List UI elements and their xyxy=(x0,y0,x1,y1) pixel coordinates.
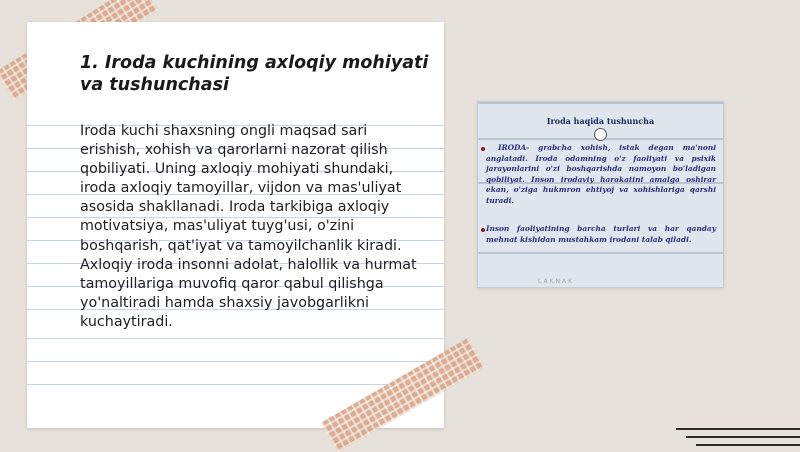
section-heading: 1. Iroda kuchining axloqiy mohiyati va tushunchasi xyxy=(80,53,429,95)
bullet-icon xyxy=(481,147,485,151)
decorative-line xyxy=(696,444,800,446)
bullet-icon xyxy=(481,228,485,232)
notebook-paper xyxy=(27,22,444,428)
decorative-line xyxy=(676,428,800,430)
ruled-line xyxy=(27,384,444,385)
slide-paragraph-2: Inson faoliyatining barcha turlari va har qanday mehnat kishidan mustahkam irodani talab qiladi. xyxy=(486,224,716,244)
slide-paragraph-1: IRODA- grabcha xohish, istak degan ma'noni anglatadi. Iroda odamning o'z faoliyati va psixik jarayonlarini o'zi boshqarishda namoyon bo'ladigan qobiliyat. Inson irodaviy harakatini amalga oshirar ekan, o'ziga hukmron ehtiyoj va xohishlariga qarshi turadi. xyxy=(486,143,716,205)
slide-stripe xyxy=(478,252,723,254)
ruled-line xyxy=(27,338,444,339)
circle-icon xyxy=(594,128,607,141)
ruled-line xyxy=(27,361,444,362)
slide-footer: LAKNAK xyxy=(538,278,575,285)
body-paragraph: Iroda kuchi shaxsning ongli maqsad sari erishish, xohish va qarorlarni nazorat qilish qobiliyati. Uning axloqiy mohiyati shundaki, iroda axloqiy tamoyillar, vijdon va mas'uliyat asosida shakllanadi. Iroda tarkibiga axloqiy motivatsiya, mas'uliyat tuyg'usi, o'zini boshqarish, qat'iyat va tamoyilchanlik kiradi. Axloqiy iroda insonni adolat, halollik va hurmat tamoyillariga muvofiq qaror qabul qilishga yo'naltiradi hamda shaxsiy javobgarlikni kuchaytiradi. xyxy=(80,123,417,330)
slide-title: Iroda haqida tushuncha xyxy=(546,116,655,126)
slide-stripe xyxy=(478,102,723,104)
decorative-line xyxy=(686,436,800,438)
slide-thumbnail xyxy=(477,101,724,288)
